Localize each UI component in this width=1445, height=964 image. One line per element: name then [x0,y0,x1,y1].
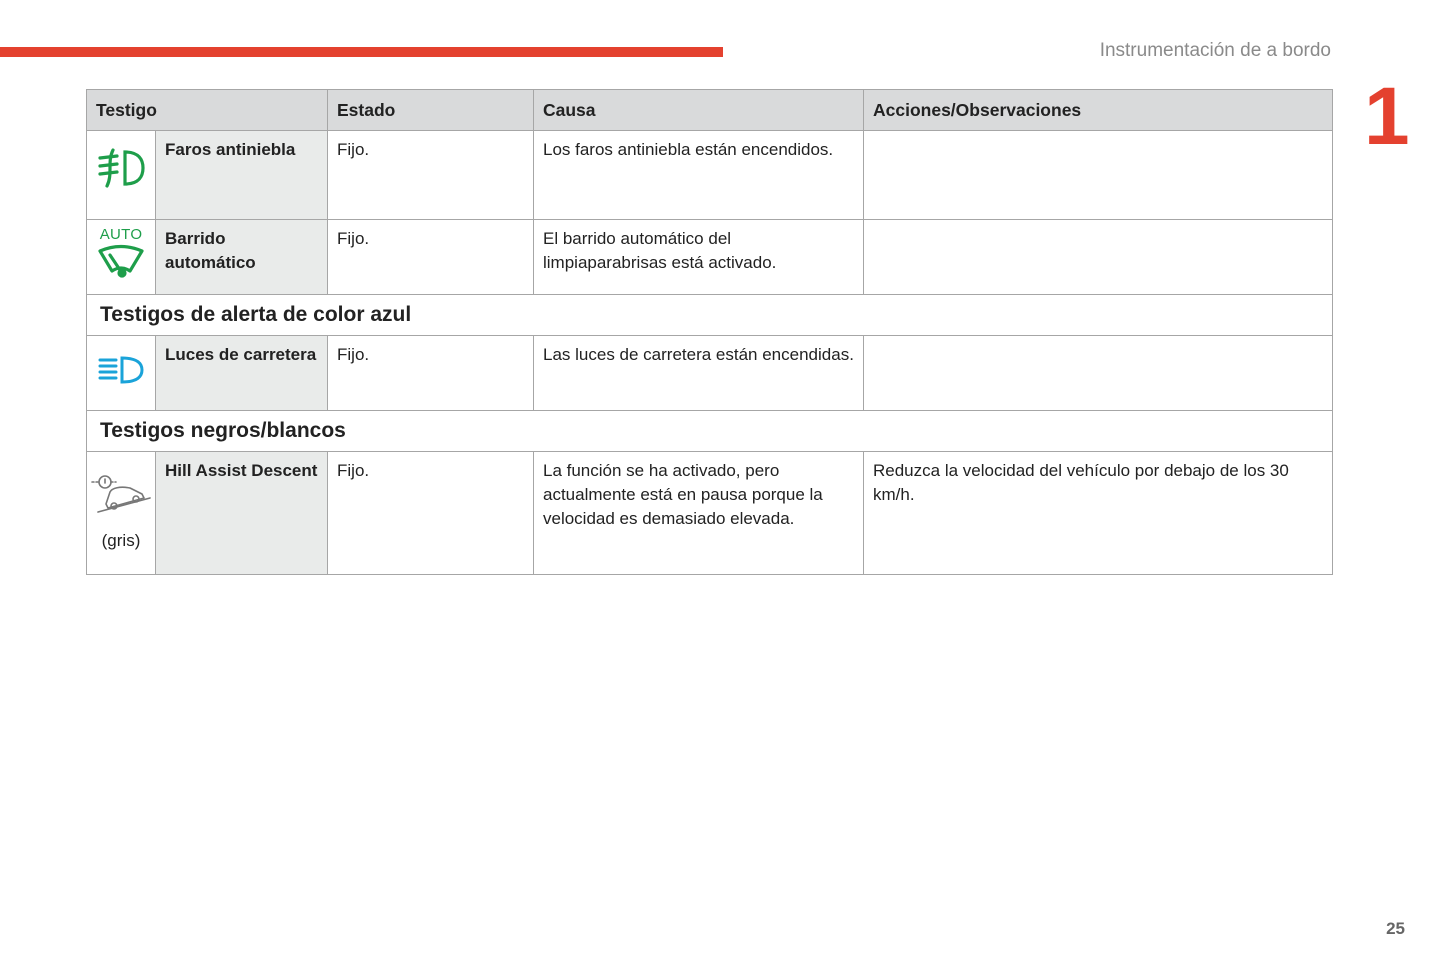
column-header-acciones: Acciones/Observaciones [864,90,1333,131]
chapter-number: 1 [1364,71,1410,162]
icon-cell [87,220,156,295]
icon-cell [87,452,156,575]
icon-cell [87,336,156,411]
hill-descent-icon [90,468,152,514]
cause-cell: Los faros antiniebla están encendidos. [534,131,864,220]
light-name: Barrido automático [156,220,328,295]
state-cell: Fijo. [328,452,534,575]
light-name: Luces de carretera [156,336,328,411]
column-header-estado: Estado [328,90,534,131]
section-title-bw: Testigos negros/blancos [87,411,1333,452]
page-header-title: Instrumentación de a bordo [1099,40,1331,61]
state-cell: Fijo. [328,336,534,411]
state-cell: Fijo. [328,220,534,295]
column-header-testigo: Testigo [87,90,328,131]
page-number: 25 [1386,919,1405,938]
section-title-blue: Testigos de alerta de color azul [87,295,1333,336]
table-row [87,131,1333,220]
table-row [87,452,1333,575]
icon-cell [87,131,156,220]
fog-light-icon [95,146,147,190]
table-header-row [87,90,1333,131]
actions-cell [864,220,1333,295]
cause-cell: La función se ha activado, pero actualmente está en pausa porque la velocidad es demasiado elevada. [534,452,864,575]
actions-cell [864,131,1333,220]
table-row [87,220,1333,295]
auto-label: AUTO [99,226,143,243]
warning-lights-table [86,89,1333,575]
section-row [87,295,1333,336]
icon-note: (gris) [101,531,141,550]
cause-cell: Las luces de carretera están encendidas. [534,336,864,411]
high-beam-icon [96,354,146,386]
actions-cell [864,336,1333,411]
section-row [87,411,1333,452]
light-name: Hill Assist Descent [156,452,328,575]
table-row [87,336,1333,411]
column-header-causa: Causa [534,90,864,131]
light-name: Faros antiniebla [156,131,328,220]
state-cell: Fijo. [328,131,534,220]
actions-cell: Reduzca la velocidad del vehículo por debajo de los 30 km/h. [864,452,1333,575]
auto-wiper-icon [96,243,146,279]
cause-cell: El barrido automático del limpiaparabrisas está activado. [534,220,864,295]
header-accent-bar [0,47,723,57]
